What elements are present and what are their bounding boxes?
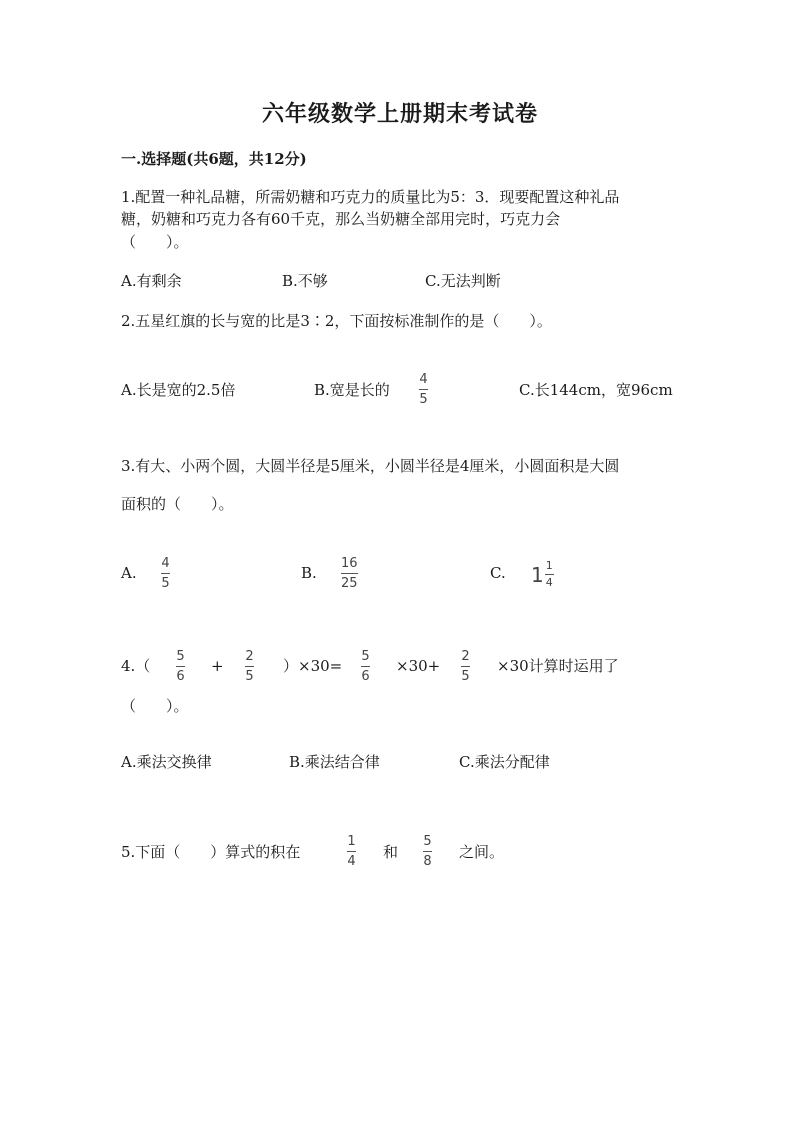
question-3-option-b: B. (301, 564, 317, 582)
question-3-option-c-mixed-number (531, 560, 554, 589)
numerator: 5 (361, 649, 370, 664)
question-4-fraction-3 (361, 649, 370, 684)
fraction-part (545, 560, 554, 589)
question-3-option-a: A. (121, 564, 137, 582)
question-1-option-c: C.无法判断 (425, 272, 501, 290)
denominator: 5 (161, 576, 170, 591)
denominator: 6 (361, 669, 370, 684)
question-4-suffix: ×30计算时运用了 (497, 657, 619, 675)
numerator: 4 (161, 556, 170, 571)
question-4-fraction-2 (245, 649, 254, 684)
plus-sign: + (211, 657, 224, 675)
denominator: 4 (545, 576, 553, 589)
fraction-bar (347, 851, 356, 852)
question-1-line-2: 糖，奶糖和巧克力各有60千克，那么当奶糖全部用完时，巧克力会 (121, 210, 561, 228)
denominator: 5 (245, 669, 254, 684)
question-4-line-2: （ ）。 (121, 697, 189, 715)
numerator: 2 (461, 649, 470, 664)
denominator: 8 (423, 854, 432, 869)
fraction-bar (341, 573, 358, 574)
question-5-and: 和 (383, 843, 399, 861)
numerator: 4 (419, 372, 428, 387)
numerator: 5 (423, 834, 432, 849)
fraction-bar (245, 666, 254, 667)
numerator: 5 (176, 649, 185, 664)
denominator: 4 (347, 854, 356, 869)
question-1-option-b: B.不够 (282, 272, 328, 290)
question-3-line-2: 面积的（ ）。 (121, 495, 234, 513)
numerator: 1 (347, 834, 356, 849)
question-2-option-c: C.长144cm，宽96cm (519, 381, 673, 399)
whole-part: 1 (531, 562, 544, 587)
question-2-option-a: A.长是宽的2.5倍 (121, 381, 236, 399)
fraction-bar (161, 573, 170, 574)
question-2-option-b-fraction (419, 372, 428, 407)
question-5-suffix: 之间。 (459, 843, 505, 861)
fraction-bar (461, 666, 470, 667)
denominator: 25 (341, 576, 358, 591)
question-2-text: 2.五星红旗的长与宽的比是3∶2，下面按标准制作的是（ ）。 (121, 312, 552, 330)
denominator: 5 (419, 392, 428, 407)
fraction-bar (361, 666, 370, 667)
numerator: 2 (245, 649, 254, 664)
denominator: 5 (461, 669, 470, 684)
question-1-option-a: A.有剩余 (121, 272, 182, 290)
numerator: 16 (341, 556, 358, 571)
question-4-option-a: A.乘法交换律 (121, 753, 212, 771)
fraction-bar (176, 666, 185, 667)
question-1-line-3: （ ）。 (121, 233, 189, 251)
question-5-fraction-2 (423, 834, 432, 869)
question-5-fraction-1 (347, 834, 356, 869)
question-4-option-c: C.乘法分配律 (459, 753, 550, 771)
question-3-option-a-fraction (161, 556, 170, 591)
fraction-bar (419, 389, 428, 390)
question-4-option-b: B.乘法结合律 (289, 753, 380, 771)
page-title: 六年级数学上册期末考试卷 (261, 101, 538, 127)
question-4-middle: ）×30= (283, 657, 343, 675)
question-3-line-1: 3.有大、小两个圆，大圆半径是5厘米，小圆半径是4厘米，小圆面积是大圆 (121, 457, 620, 475)
question-5-prefix: 5.下面（ ）算式的积在 (121, 843, 301, 861)
question-3-option-c: C. (490, 564, 506, 582)
question-1-line-1: 1.配置一种礼品糖，所需奶糖和巧克力的质量比为5：3．现要配置这种礼品 (121, 188, 620, 206)
question-3-option-b-fraction (341, 556, 358, 591)
numerator: 1 (545, 559, 553, 572)
question-4-fraction-4 (461, 649, 470, 684)
question-4-fraction-1 (176, 649, 185, 684)
question-4-prefix: 4.（ (121, 657, 151, 675)
question-4-middle-2: ×30+ (396, 657, 441, 675)
denominator: 6 (176, 669, 185, 684)
question-2-option-b: B.宽是长的 (314, 381, 390, 399)
fraction-bar (545, 574, 554, 575)
fraction-bar (423, 851, 432, 852)
section-heading: 一.选择题(共6题，共12分) (121, 150, 307, 168)
